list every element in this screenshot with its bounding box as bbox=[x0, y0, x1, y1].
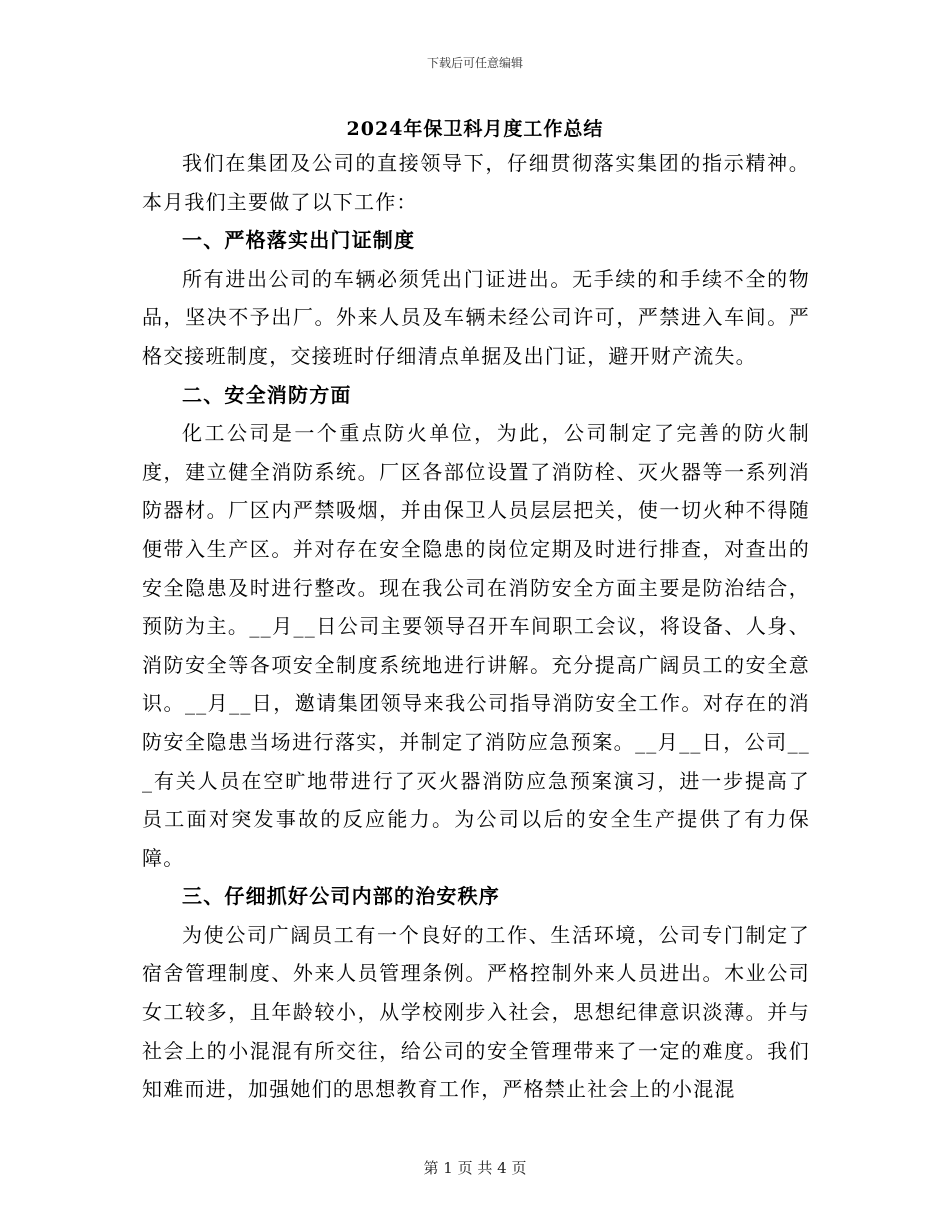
section-heading-3: 三、仔细抓好公司内部的治安秩序 bbox=[182, 884, 500, 909]
document-body bbox=[142, 144, 810, 1109]
section-heading-1: 一、严格落实出门证制度 bbox=[182, 228, 416, 253]
section-paragraph-3: 为使公司广阔员工有一个良好的工作、生活环境，公司专门制定了宿舍管理制度、外来人员管理条例。严格控制外来人员进出。木业公司女工较多，且年龄较小，从学校刚步入社会，思想纪律意识淡薄。并与社会上的小混混有所交往，给公司的安全管理带来了一定的难度。我们知难而进，加强她们的思想教育工作，严格禁止社会上的小混混 bbox=[142, 922, 810, 1102]
section-heading-2: 二、安全消防方面 bbox=[182, 382, 352, 407]
page-number-footer: 第 1 页 共 4 页 bbox=[423, 1159, 527, 1177]
document-title: 2024年保卫科月度工作总结 bbox=[346, 118, 604, 140]
section-paragraph-2: 化工公司是一个重点防火单位，为此，公司制定了完善的防火制度，建立健全消防系统。厂区各部位设置了消防栓、灭火器等一系列消防器材。厂区内严禁吸烟，并由保卫人员层层把关，使一切火种不得随便带入生产区。并对存在安全隐患的岗位定期及时进行排查，对查出的安全隐患及时进行整改。现在我公司在消防安全方面主要是防治结合，预防为主。__月__日公司主要领导召开车间职工会议，将设备、人身、消防安全等各项安全制度系统地进行讲解。充分提高广阔员工的安全意识。__月__日，邀请集团领导来我公司指导消防安全工作。对存在的消防安全隐患当场进行落实，并制定了消防应急预案。__月__日，公司___有关人员在空旷地带进行了灭火器消防应急预案演习，进一步提高了员工面对突发事故的反应能力。为公司以后的安全生产提供了有力保障。 bbox=[142, 421, 810, 870]
section-paragraph-1: 所有进出公司的车辆必须凭出门证进出。无手续的和手续不全的物品，坚决不予出厂。外来人员及车辆未经公司许可，严禁进入车间。严格交接班制度，交接班时仔细清点单据及出门证，避开财产流失。 bbox=[142, 266, 810, 368]
header-note: 下载后可任意编辑 bbox=[426, 56, 523, 70]
intro-paragraph: 我们在集团及公司的直接领导下，仔细贯彻落实集团的指示精神。本月我们主要做了以下工作： bbox=[142, 151, 810, 214]
